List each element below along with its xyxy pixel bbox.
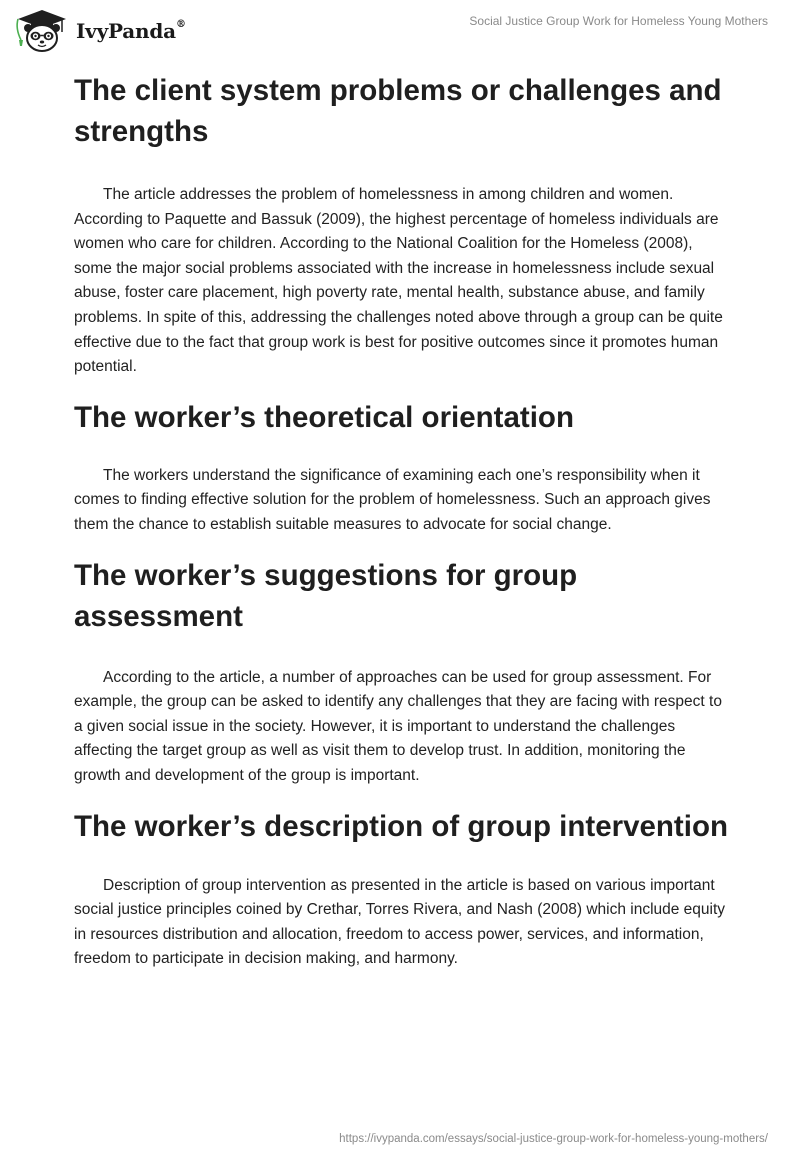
essay-content	[74, 70, 734, 972]
section-group-intervention	[74, 806, 734, 972]
brand-logo[interactable]	[14, 8, 186, 54]
section-group-assessment	[74, 555, 734, 789]
section-paragraph: The workers understand the significance of examining each one’s responsibility when it comes to finding effective solution for the problem of homelessness. Such an approach gives them the chance to establish suitable measures to advocate for social change.	[74, 466, 711, 533]
section-paragraph: Description of group intervention as presented in the article is based on various important social justice principles coined by Crethar, Torres Rivera, and Nash (2008) which include equity in resources distribution and allocation, freedom to access power, services, and information, freedom to participate in decision making, and harmony.	[74, 876, 726, 968]
document-title: Social Justice Group Work for Homeless Young Mothers	[469, 14, 768, 28]
page-header	[0, 0, 800, 64]
section-heading: The worker’s description of group intervention	[74, 809, 728, 843]
section-heading: The client system problems or challenges and strengths	[74, 74, 722, 148]
section-heading: The worker’s theoretical orientation	[74, 400, 574, 434]
trademark-mark: ®	[175, 19, 186, 31]
section-paragraph: According to the article, a number of approaches can be used for group assessment. For example, the group can be asked to identify any challenges that they are facing with respect to a given social issue in the society. However, it is important to understand the challenges affecting the target group as well as visit them to develop trust. In addition, monitoring the growth and development of the group is important.	[74, 668, 722, 784]
section-paragraph: The article addresses the problem of homelessness in among children and women. According to Paquette and Bassuk (2009), the highest percentage of homeless individuals are women who care for children. According to the National Coalition for the Homeless (2008), some the major social problems associated with the increase in homelessness include sexual abuse, foster care placement, high poverty rate, mental health, substance abuse, and family problems. In spite of this, addressing the challenges noted above through a group can be quite effective due to the fact that group work is best for positive outcomes since it promotes human potential.	[74, 186, 723, 376]
brand-name: IvyPanda®	[76, 19, 186, 43]
section-theoretical-orientation	[74, 397, 734, 538]
section-heading: The worker’s suggestions for group assessment	[74, 558, 578, 633]
panda-graduate-icon	[14, 8, 70, 54]
source-url-link[interactable]: https://ivypanda.com/essays/social-justice-group-work-for-homeless-young-mothers/	[339, 1133, 768, 1145]
section-client-system	[74, 70, 734, 380]
